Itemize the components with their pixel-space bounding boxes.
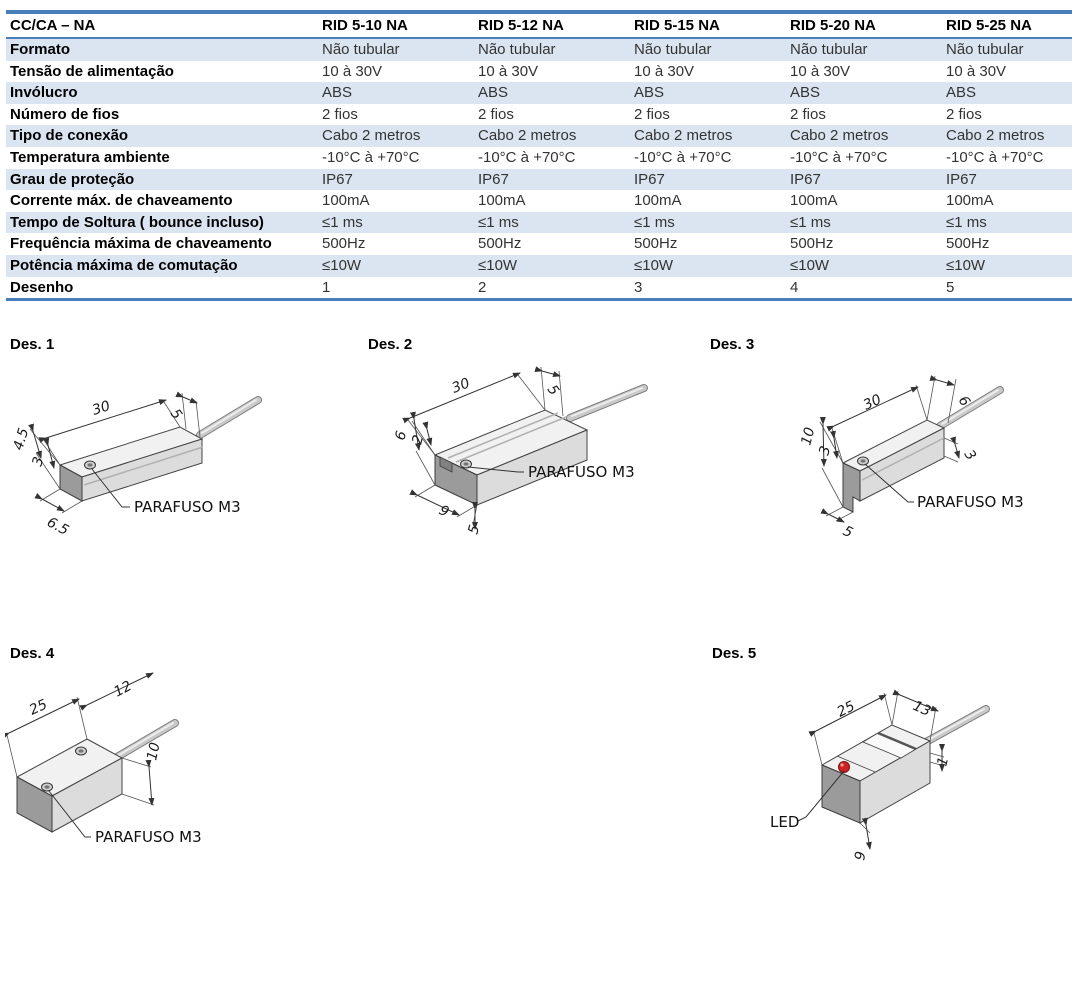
screw-icon: [85, 461, 96, 469]
dim-label: 25: [26, 696, 50, 719]
cell: ≤1 ms: [946, 213, 987, 231]
cell: Cabo 2 metros: [322, 127, 421, 145]
table-header-cell: CC/CA – NA: [10, 17, 96, 34]
table-row: [6, 190, 1072, 212]
dim-label: 4.5: [10, 426, 33, 453]
led-indicator: [839, 762, 850, 773]
drawing-title-des5: Des. 5: [712, 645, 757, 662]
cell: Não tubular: [946, 41, 1024, 58]
cell: 100mA: [946, 192, 994, 210]
dim-label: 30: [90, 398, 113, 419]
row-label: Grau de proteção: [10, 170, 135, 188]
table-row: [6, 61, 1072, 83]
drawing-des5: [740, 665, 1060, 870]
row-label: Tempo de Soltura ( bounce incluso): [10, 213, 264, 231]
cell: 2 fios: [790, 105, 826, 123]
cell: Não tubular: [322, 41, 400, 58]
cell: ≤1 ms: [478, 213, 519, 231]
table-row: [6, 277, 1072, 299]
screw-label: PARAFUSO M3: [528, 463, 635, 481]
cell: 4: [790, 278, 799, 296]
screw-label: PARAFUSO M3: [134, 498, 241, 516]
cell: Cabo 2 metros: [634, 127, 733, 145]
cell: 5: [946, 278, 955, 296]
table-header-cell: RID 5-25 NA: [946, 17, 1032, 34]
cell: Cabo 2 metros: [478, 127, 577, 145]
table-row: [6, 255, 1072, 277]
cell: -10°C à +70°C: [790, 148, 888, 166]
dim-label: 5: [166, 406, 185, 423]
cell: -10°C à +70°C: [634, 148, 732, 166]
table-row: [6, 82, 1072, 104]
dim-label: 30: [449, 375, 473, 397]
row-label: Número de fios: [10, 105, 120, 123]
dim-label: 1: [934, 755, 953, 769]
cell: Não tubular: [790, 41, 868, 58]
table-row: [6, 212, 1072, 234]
cell: 3: [634, 278, 643, 296]
cell: IP67: [946, 170, 977, 188]
screw-icon: [42, 783, 53, 791]
dim-label: 9: [852, 850, 870, 862]
cell: IP67: [322, 170, 353, 188]
screw-icon: [858, 457, 869, 465]
table-row: [6, 39, 1072, 61]
screw-label: PARAFUSO M3: [917, 493, 1024, 511]
drawing-des3: [700, 360, 1060, 560]
table-header-cell: RID 5-20 NA: [790, 17, 876, 34]
table-row: [6, 147, 1072, 169]
cell: 10 à 30V: [790, 62, 851, 80]
cell: 100mA: [634, 192, 682, 210]
cell: 500Hz: [946, 235, 990, 253]
dim-label: 5: [543, 382, 562, 399]
cell: 500Hz: [322, 235, 366, 253]
dim-label: 6.5: [44, 514, 72, 539]
dim-label: 3: [816, 444, 835, 458]
dim-label: 25: [834, 698, 858, 721]
cell: ≤1 ms: [634, 213, 675, 231]
drawing-title-des3: Des. 3: [710, 336, 755, 353]
cell: 100mA: [478, 192, 526, 210]
dim-label: 9: [436, 502, 452, 521]
drawing-des1: [10, 385, 330, 560]
dim-label: 3: [960, 447, 979, 464]
cell: ≤10W: [634, 256, 674, 274]
row-label: Tensão de alimentação: [10, 62, 174, 80]
cell: ABS: [790, 84, 821, 102]
cell: -10°C à +70°C: [478, 148, 576, 166]
cell: ≤1 ms: [790, 213, 831, 231]
table-header-row: [6, 14, 1072, 39]
cell: IP67: [478, 170, 509, 188]
cell: ≤10W: [322, 256, 362, 274]
cell: ABS: [946, 84, 977, 102]
cell: 500Hz: [478, 235, 522, 253]
table-row: [6, 125, 1072, 147]
cell: 10 à 30V: [322, 62, 383, 80]
cell: 10 à 30V: [634, 62, 695, 80]
cell: 100mA: [790, 192, 838, 210]
cell: ≤10W: [478, 256, 518, 274]
cell: IP67: [634, 170, 665, 188]
cell: 2 fios: [946, 105, 982, 123]
row-label: Tipo de conexão: [10, 127, 129, 145]
cell: ≤1 ms: [322, 213, 363, 231]
cable-graphic: [200, 400, 258, 435]
table-header-cell: RID 5-15 NA: [634, 17, 720, 34]
cell: 10 à 30V: [478, 62, 539, 80]
drawing-title-des2: Des. 2: [368, 336, 413, 353]
row-label: Temperatura ambiente: [10, 148, 170, 166]
cell: 500Hz: [634, 235, 678, 253]
cell: Cabo 2 metros: [946, 127, 1045, 145]
led-label: LED: [770, 813, 800, 831]
cable-graphic: [570, 388, 644, 418]
dim-label: 6: [392, 429, 411, 443]
drawing-des4: [5, 665, 335, 860]
cell: 2 fios: [478, 105, 514, 123]
table-row: [6, 169, 1072, 191]
cell: 2: [478, 278, 487, 296]
cell: IP67: [790, 170, 821, 188]
cell: 2 fios: [634, 105, 670, 123]
cell: ABS: [322, 84, 353, 102]
row-label: Desenho: [10, 278, 74, 296]
drawing-title-des1: Des. 1: [10, 336, 55, 353]
cell: Não tubular: [478, 41, 556, 58]
table-header-cell: RID 5-12 NA: [478, 17, 564, 34]
table-row: [6, 233, 1072, 255]
drawing-des2: [360, 355, 690, 540]
screw-icon: [76, 747, 87, 755]
cell: Cabo 2 metros: [790, 127, 889, 145]
row-label: Corrente máx. de chaveamento: [10, 192, 233, 210]
dim-label: 5: [465, 523, 484, 537]
drawing-title-des4: Des. 4: [10, 645, 55, 662]
dim-label: 10: [798, 425, 819, 448]
dim-label: 13: [910, 698, 934, 720]
cell: 100mA: [322, 192, 370, 210]
cell: 1: [322, 278, 331, 296]
dim-label: 5: [840, 523, 856, 542]
dim-label: 30: [860, 391, 884, 414]
dim-label: 10: [144, 741, 164, 762]
screw-label: PARAFUSO M3: [95, 828, 202, 846]
table-row: [6, 104, 1072, 126]
cell: 500Hz: [790, 235, 834, 253]
cell: Não tubular: [634, 41, 712, 58]
cell: 10 à 30V: [946, 62, 1007, 80]
cell: 2 fios: [322, 105, 358, 123]
table-header-cell: RID 5-10 NA: [322, 17, 408, 34]
dim-label: 3: [29, 454, 48, 469]
cell: ABS: [478, 84, 509, 102]
row-label: Formato: [10, 41, 70, 58]
dim-label: 6: [954, 393, 973, 410]
spec-table: [6, 10, 1072, 301]
row-label: Frequência máxima de chaveamento: [10, 235, 272, 253]
row-label: Potência máxima de comutação: [10, 256, 238, 274]
cell: ≤10W: [790, 256, 830, 274]
cell: ABS: [634, 84, 665, 102]
dim-label: 2: [409, 433, 428, 447]
cell: -10°C à +70°C: [946, 148, 1044, 166]
cell: ≤10W: [946, 256, 986, 274]
cell: -10°C à +70°C: [322, 148, 420, 166]
row-label: Invólucro: [10, 84, 78, 102]
dim-label: 12: [111, 678, 135, 701]
